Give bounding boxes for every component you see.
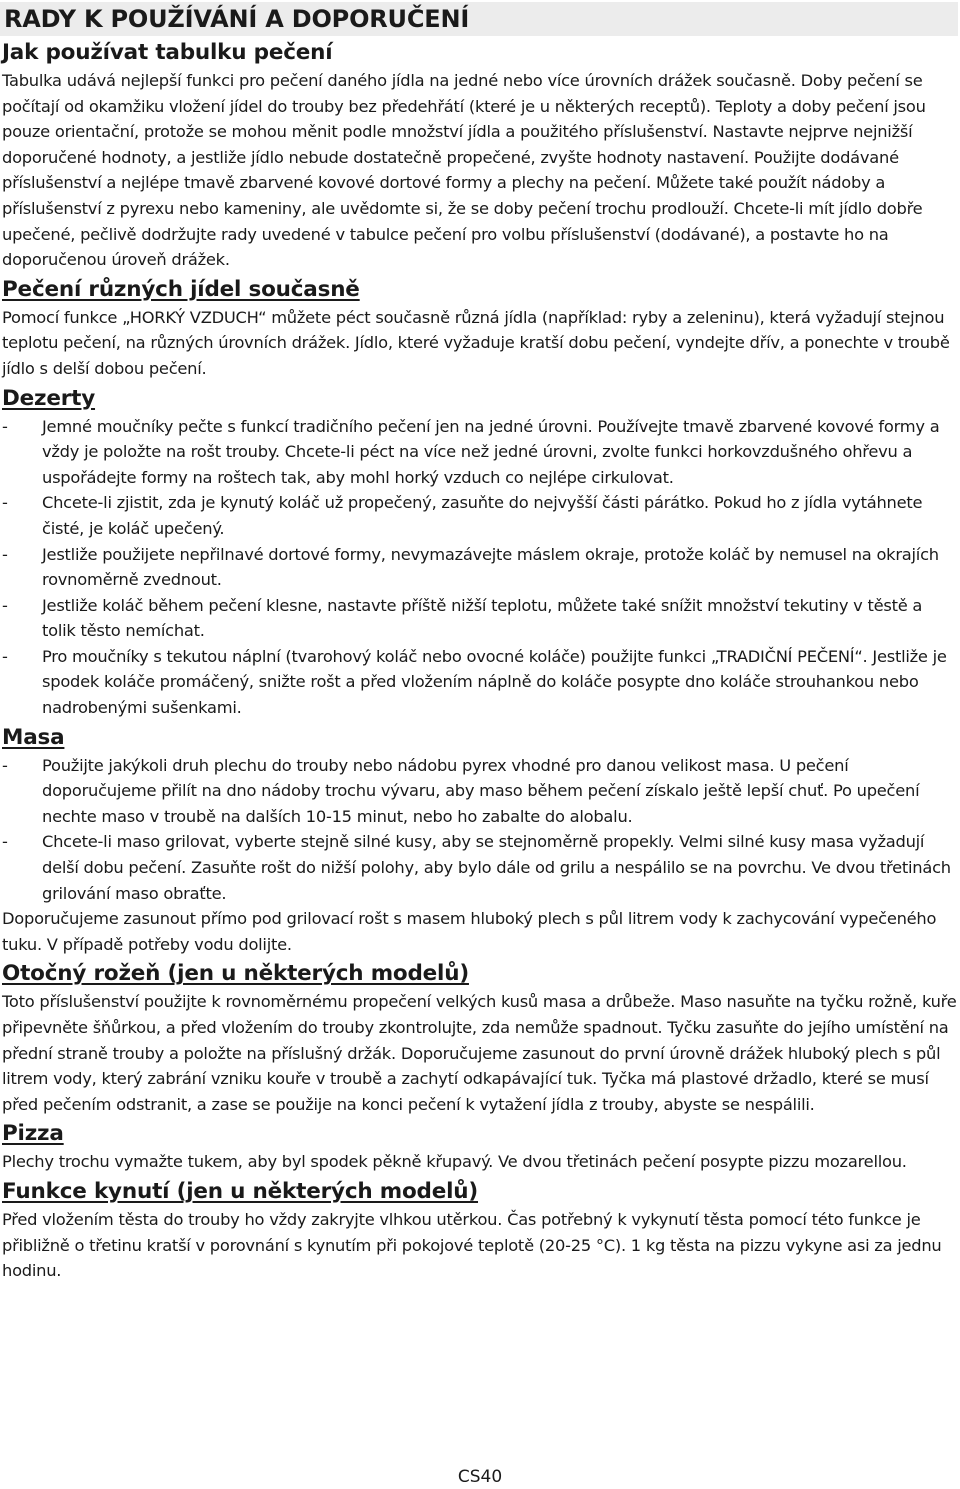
meat-list <box>0 753 958 907</box>
section-proofing <box>0 1177 958 1284</box>
heading-baking-table: Jak používat tabulku pečení <box>2 40 333 65</box>
section-rotisserie <box>0 959 958 1117</box>
page-title: RADY K POUŽÍVÁNÍ A DOPORUČENÍ <box>0 2 958 36</box>
list-item: - Chcete-li zjistit, zda je kynutý koláč už propečený, zasuňte do nejvyšší části párátko. Pokud ho z jídla vytáhnete čisté, je koláč upečený. <box>0 490 958 541</box>
heading-multi-baking: Pečení různých jídel současně <box>2 276 360 302</box>
paragraph-pizza: Plechy trochu vymažte tukem, aby byl spodek pěkně křupavý. Ve dvou třetinách pečení posypte pizzu mozarellou. <box>2 1152 907 1172</box>
heading-desserts: Dezerty <box>2 385 96 411</box>
paragraph-multi-baking: Pomocí funkce „HORKÝ VZDUCH“ můžete péct současně různá jídla (například: ryby a zeleninu), která vyžadují stejnou teplotu pečení, na různých úrovních drážek. Jídlo, které vyžaduje kratší dobu pečení, vyndejte dřív, a ponechte v troubě jídlo s delší dobou pečení. <box>2 307 950 378</box>
section-meat <box>0 723 958 958</box>
list-item: - Použijte jakýkoli druh plechu do trouby nebo nádobu pyrex vhodné pro danou velikost masa. U pečení doporučujeme přilít na dno nádoby trochu vývaru, aby maso během pečení získalo ještě lepší chuť. Po upečení nechte maso v troubě na dalších 10-15 minut, nebo ho zabalte do alobalu. <box>0 753 958 830</box>
heading-pizza: Pizza <box>2 1121 64 1147</box>
list-item: - Pro moučníky s tekutou náplní (tvarohový koláč nebo ovocné koláče) použijte funkci „TRADIČNÍ PEČENÍ“. Jestliže je spodek koláče promáčený, snižte rošt a před vložením náplně do koláče posypte dno koláče strouhankou nebo nadrobenými sušenkami. <box>0 644 958 721</box>
list-item: - Jemné moučníky pečte s funkcí tradičního pečení jen na jedné úrovni. Používejte tmavě zbarvené kovové formy a vždy je položte na rošt trouby. Chcete-li péct na více než jedné úrovni, zvolte funkci horkovzdušného ohřevu a uspořádejte formy na roštech tak, aby mohl horký vzduch co nejlépe cirkulovat. <box>0 414 958 491</box>
desserts-list <box>0 414 958 721</box>
content <box>0 38 958 1284</box>
paragraph-proofing: Před vložením těsta do trouby ho vždy zakryjte vlhkou utěrkou. Čas potřebný k vykynutí těsta pomocí této funkce je přibližně o třetinu kratší v porovnání s kynutím při pokojové teplotě (20-25 °C). 1 kg těsta na pizzu vykyne asi za jednu hodinu. <box>2 1209 942 1281</box>
section-pizza <box>0 1119 958 1175</box>
heading-meat: Masa <box>2 724 65 750</box>
section-multi-baking <box>0 275 958 382</box>
page-number: CS40 <box>457 1467 503 1487</box>
list-item: - Jestliže koláč během pečení klesne, nastavte příště nižší teplotu, můžete také snížit množství tekutiny v těstě a tolik těsto nemíchat. <box>0 593 958 644</box>
heading-proofing: Funkce kynutí (jen u některých modelů) <box>2 1178 479 1204</box>
list-item: - Chcete-li maso grilovat, vyberte stejně silné kusy, aby se stejnoměrně propekly. Velmi silné kusy masa vyžadují delší dobu pečení. Zasuňte rošt do nižší polohy, aby bylo dále od grilu a nespálilo se na povrchu. Ve dvou třetinách grilování maso obraťte. <box>0 829 958 906</box>
paragraph-meat: Doporučujeme zasunout přímo pod grilovací rošt s masem hluboký plech s půl litrem vody k zachycování vypečeného tuku. V případě potřeby vodu dolijte. <box>2 909 937 954</box>
paragraph-rotisserie: Toto příslušenství použijte k rovnoměrnému propečení velkých kusů masa a drůbeže. Maso nasuňte na tyčku rožně, kuře připevněte šňůrkou, a před vložením do trouby zkontrolujte, zda nemůže spadnout. Tyčku zasuňte do jejího umístění na přední straně trouby a položte na příslušný držák. Doporučujeme zasunout do první úrovně drážek hluboký plech s půl litrem vody, který zabrání vzniku kouře v troubě a zachytí odkapávající tuk. Tyčka má plastové držadlo, které se musí před pečením odstranit, a zase se použije na konci pečení k vytažení jídla z trouby, abyste se nespálili. <box>2 992 957 1114</box>
list-item: - Jestliže použijete nepřilnavé dortové formy, nevymazávejte máslem okraje, protože koláč by nemusel na okrajích rovnoměrně zvednout. <box>0 542 958 593</box>
paragraph-baking-table: Tabulka udává nejlepší funkci pro pečení daného jídla na jedné nebo více úrovních drážek současně. Doby pečení se počítají od okamžiku vložení jídel do trouby bez předehřátí (které je u některých receptů). Teploty a doby pečení jsou pouze orientační, protože se mohou měnit podle množství jídla a použitého příslušenství. Nastavte nejprve nejnižší doporučené hodnoty, a jestliže jídlo nebude dostatečně propečené, zvyšte hodnoty nastavení. Použijte dodávané příslušenství a nejlépe tmavě zbarvené kovové dortové formy a plechy na pečení. Můžete také použít nádoby a příslušenství z pyrexu nebo kameniny, ale uvědomte si, že se doby pečení trochu prodlouží. Chcete-li mít jídlo dobře upečené, pečlivě dodržujte rady uvedené v tabulce pečení pro volbu příslušenství (dodávané), a postavte ho na doporučenou úroveň drážek. <box>2 71 926 270</box>
heading-rotisserie: Otočný rožeň (jen u některých modelů) <box>2 961 469 987</box>
section-baking-table <box>0 38 958 273</box>
section-desserts <box>0 384 958 721</box>
